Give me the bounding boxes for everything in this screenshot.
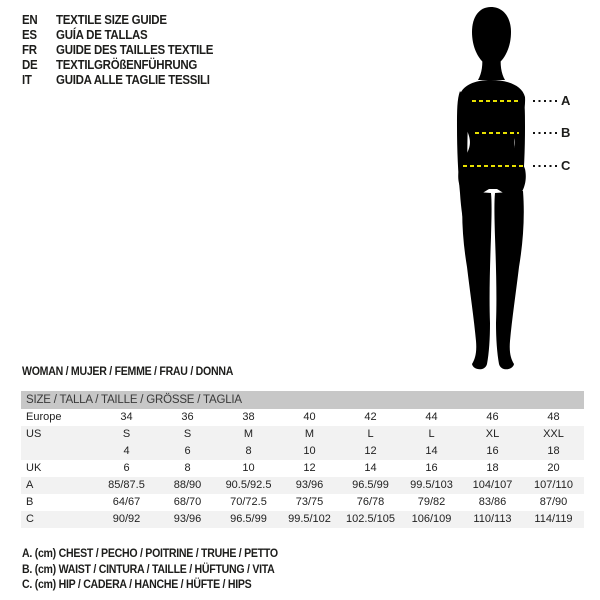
size-cell: 18 [523,443,584,460]
lang-label: GUÍA DE TALLAS [56,28,148,42]
size-cell: 110/113 [462,511,523,528]
table-row-us [21,426,584,443]
lang-code: FR [22,43,37,57]
size-cell: 64/67 [112,496,141,508]
size-cell: 88/90 [157,477,218,494]
size-cell: S [96,426,157,443]
size-cell: L [340,426,401,443]
lang-row-fr [22,43,213,58]
row-label: B [26,496,34,508]
size-cell: 96.5/99 [218,511,279,528]
measure-label-a: A [561,93,571,108]
size-cell: 96.5/99 [340,477,401,494]
size-cell: 6 [123,462,130,474]
size-cell: 40 [303,411,316,423]
row-label: Europe [26,411,62,423]
size-cell: 14 [364,462,377,474]
row-label: A [21,477,96,494]
size-cell: 90.5/92.5 [218,477,279,494]
size-cell: 18 [486,462,499,474]
size-cell: 68/70 [173,496,202,508]
woman-silhouette [423,5,573,372]
table-row-uk [21,460,584,477]
size-cell: 90/92 [96,511,157,528]
size-cell: L [401,426,462,443]
size-cell: 42 [364,411,377,423]
size-cell: 8 [184,462,191,474]
size-cell: 79/82 [417,496,446,508]
size-cell: M [218,426,279,443]
size-cell: 83/86 [478,496,507,508]
note-hip: C. (cm) HIP / CADERA / HANCHE / HÜFTE / HIPS [22,579,252,591]
size-cell: 14 [401,443,462,460]
size-cell: 114/119 [523,511,584,528]
size-cell: 34 [120,411,133,423]
size-cell: 16 [425,462,438,474]
size-cell: 16 [462,443,523,460]
lang-row-es [22,28,213,43]
size-cell: 93/96 [279,477,340,494]
size-cell: 44 [425,411,438,423]
row-label: C [21,511,96,528]
row-label [21,443,96,460]
size-cell: 106/109 [401,511,462,528]
size-cell: 73/75 [295,496,324,508]
size-cell: S [157,426,218,443]
size-cell: 36 [181,411,194,423]
size-cell: 38 [242,411,255,423]
size-cell: 99.5/103 [401,477,462,494]
lang-code: EN [22,13,38,27]
size-cell: 85/87.5 [96,477,157,494]
size-cell: 8 [218,443,279,460]
size-cell: 87/90 [539,496,568,508]
lang-label: GUIDA ALLE TAGLIE TESSILI [56,73,210,87]
lang-code: ES [22,28,37,42]
size-cell: XL [462,426,523,443]
size-cell: XXL [523,426,584,443]
woman-silhouette-figure [423,5,573,372]
lang-label: TEXTILE SIZE GUIDE [56,13,167,27]
lang-row-en [22,13,213,28]
size-table [21,391,584,528]
note-waist: B. (cm) WAIST / CINTURA / TAILLE / HÜFTUNG / VITA [22,563,275,576]
row-label: US [21,426,96,443]
note-chest: A. (cm) CHEST / PECHO / POITRINE / TRUHE / PETTO [22,548,278,560]
size-cell: M [279,426,340,443]
table-header: SIZE / TALLA / TAILLE / GRÖSSE / TAGLIA [21,391,584,409]
table-row-us-numeric [21,443,584,460]
language-list [22,13,213,88]
lang-label: TEXTILGRÖßENFÜHRUNG [56,58,198,72]
table-row-chest [21,477,584,494]
size-cell: 10 [279,443,340,460]
lang-code: DE [22,58,38,72]
size-cell: 93/96 [157,511,218,528]
size-cell: 99.5/102 [279,511,340,528]
size-cell: 104/107 [462,477,523,494]
table-header-row [21,391,584,409]
table-row-hip [21,511,584,528]
measure-label-b: B [561,125,571,140]
silhouette-shapes [457,7,526,369]
table-row-europe [21,409,584,426]
size-cell: 12 [303,462,316,474]
lang-row-it [22,73,213,88]
size-cell: 46 [486,411,499,423]
size-cell: 102.5/105 [340,511,401,528]
row-label: UK [26,462,42,474]
measure-label-c: C [561,158,571,173]
size-cell: 6 [157,443,218,460]
size-cell: 20 [547,462,560,474]
size-cell: 76/78 [356,496,385,508]
size-cell: 12 [340,443,401,460]
size-cell: 10 [242,462,255,474]
size-cell: 48 [547,411,560,423]
table-row-waist [21,494,584,511]
lang-label: GUIDE DES TAILLES TEXTILE [56,43,214,57]
measurement-notes [22,547,278,594]
size-cell: 70/72.5 [230,496,267,508]
size-cell: 4 [96,443,157,460]
lang-code: IT [22,73,32,87]
size-cell: 107/110 [523,477,584,494]
lang-row-de [22,58,213,73]
section-title: WOMAN / MUJER / FEMME / FRAU / DONNA [22,366,234,378]
